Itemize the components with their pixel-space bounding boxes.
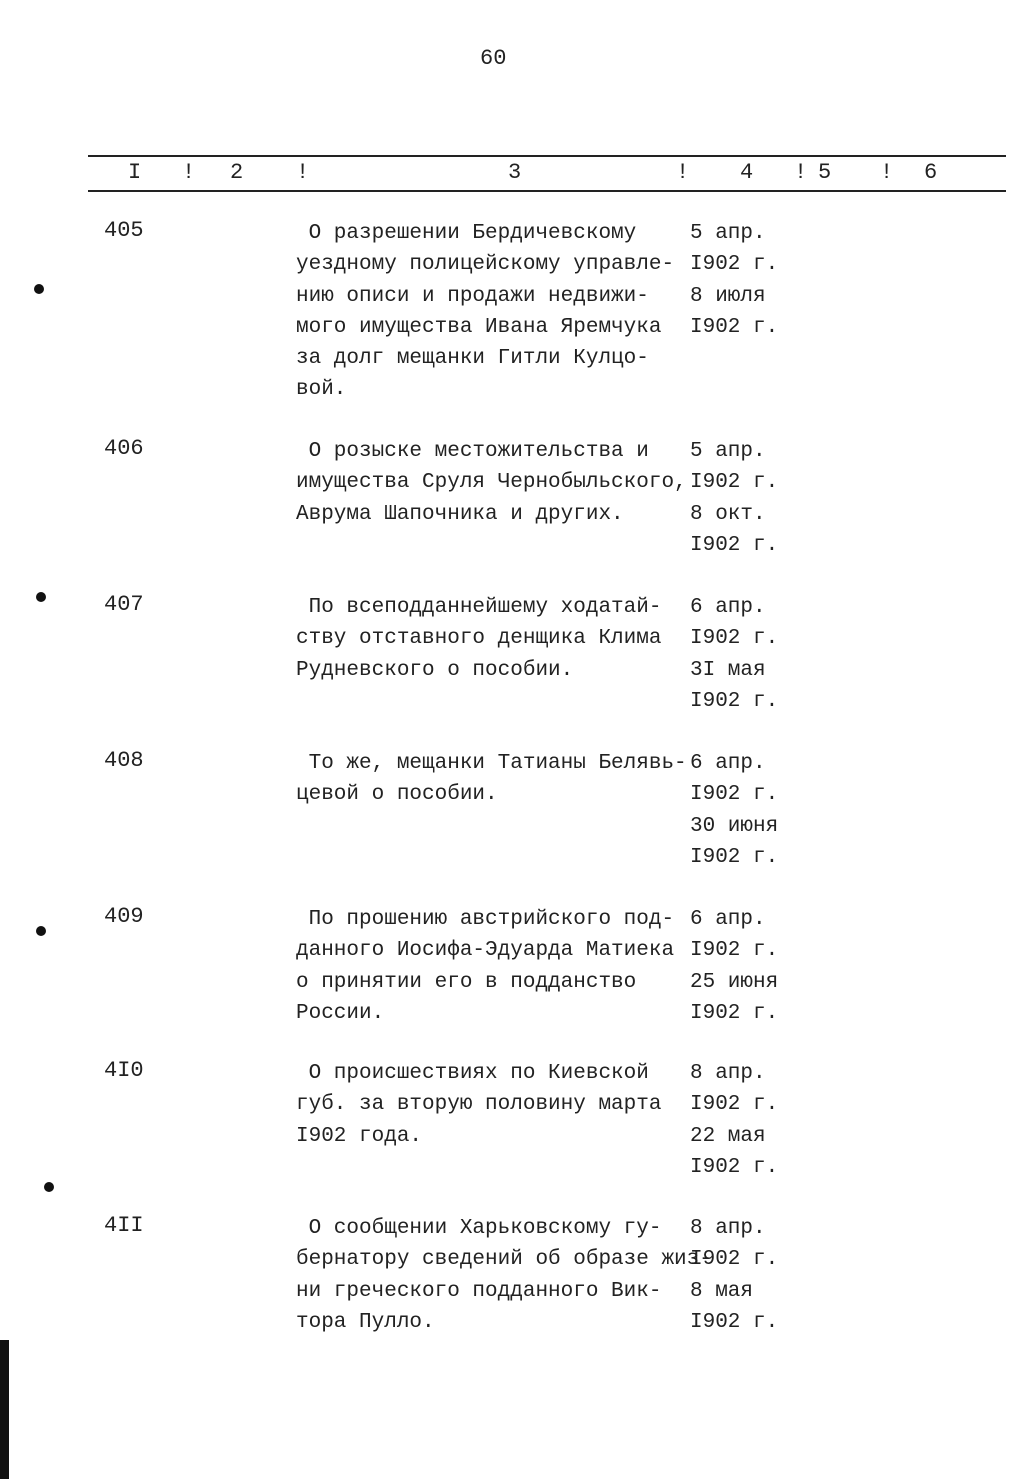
entry-dates: 6 апр. I902 г. 25 июня I902 г.	[690, 908, 779, 1025]
entry-dates: 6 апр. I902 г. 3I мая I902 г.	[690, 596, 779, 713]
scan-speck	[44, 1182, 54, 1192]
header-separator-5: !	[880, 160, 894, 185]
entry-description: О разрешении Бердичевскому уездному полицейскому управле- нию описи и продажи недвижи- мого имущества Ивана Яремчука за долг мещанки Гитли Кулцо- вой.	[296, 222, 675, 402]
entry-dates: 6 апр. I902 г. 30 июня I902 г.	[690, 752, 779, 869]
entry-dates: 5 апр. I902 г. 8 окт. I902 г.	[690, 440, 779, 557]
scan-edge-shadow	[0, 1340, 9, 1479]
entry-number: 4II	[104, 1213, 144, 1238]
header-top-rule	[88, 155, 1006, 157]
header-col-3: 3	[508, 160, 522, 185]
scan-speck	[36, 926, 46, 936]
header-separator-2: !	[296, 160, 310, 185]
entry-dates: 8 апр. I902 г. 8 мая I902 г.	[690, 1217, 779, 1334]
header-col-6: 6	[924, 160, 938, 185]
header-col-2: 2	[230, 160, 244, 185]
scan-speck	[36, 592, 46, 602]
header-col-4: 4	[740, 160, 754, 185]
entry-description: О происшествиях по Киевской губ. за вторую половину марта I902 года.	[296, 1062, 662, 1148]
header-col-1: I	[128, 160, 142, 185]
entry-description: То же, мещанки Татианы Белявь- цевой о пособии.	[296, 752, 687, 807]
entry-description: О розыске местожительства и имущества Сруля Чернобыльского, Аврума Шапочника и других.	[296, 440, 687, 526]
entry-dates: 5 апр. I902 г. 8 июля I902 г.	[690, 222, 779, 339]
entry-number: 407	[104, 592, 144, 617]
entry-number: 406	[104, 436, 144, 461]
entry-description: О сообщении Харьковскому гу- бернатору сведений об образе жиз- ни греческого подданного Вик- тора Пулло.	[296, 1217, 712, 1334]
entry-number: 4I0	[104, 1058, 144, 1083]
entry-number: 409	[104, 904, 144, 929]
scan-speck	[34, 284, 44, 294]
entry-dates: 8 апр. I902 г. 22 мая I902 г.	[690, 1062, 779, 1179]
header-separator-1: !	[182, 160, 196, 185]
page-number: 60	[480, 46, 507, 71]
header-bottom-rule	[88, 190, 1006, 192]
header-separator-3: !	[676, 160, 690, 185]
header-col-5: 5	[818, 160, 832, 185]
entry-description: По всеподданнейшему ходатай- ству отставного денщика Клима Рудневского о пособии.	[296, 596, 662, 682]
entry-description: По прошению австрийского под- данного Иосифа-Эдуарда Матиека о принятии его в подданство России.	[296, 908, 675, 1025]
entry-number: 405	[104, 218, 144, 243]
entry-number: 408	[104, 748, 144, 773]
header-separator-4: !	[794, 160, 808, 185]
